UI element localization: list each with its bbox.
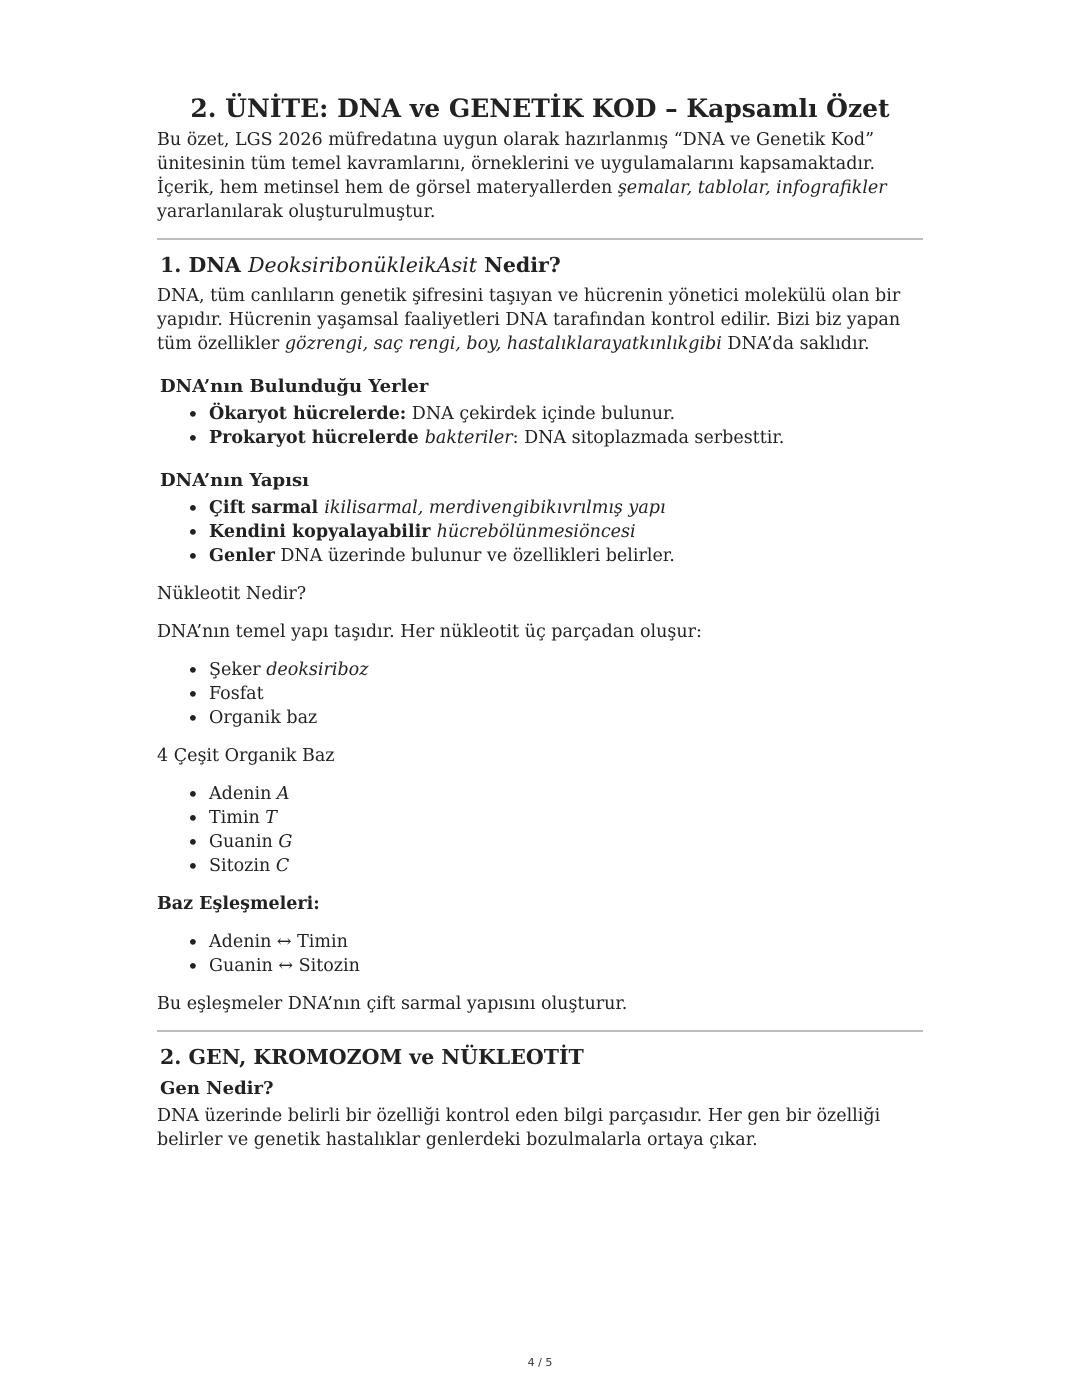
section1-para-math: gözrengi, saç rengi, boy, hastalıklarayatkınlıkgibi [284, 334, 722, 354]
section1-text: DNA, tüm canlıların genetik şifresini taşıyan ve hücrenin yönetici molekülü olan bir yapıdır. Hücrenin yaşamsal faaliyetleri DNA tarafından kontrol edilir. Bizi biz yapan tüm özellikler [157, 286, 901, 354]
section2-heading: 2. GEN, KROMOZOM ve NÜKLEOTİT [160, 1045, 584, 1069]
divider [157, 1030, 923, 1032]
bases-heading: 4 Çeşit Organik Baz [157, 746, 335, 766]
item-math: A [276, 784, 290, 804]
section1-text-end: DNA’da saklıdır. [721, 334, 870, 354]
section2-subheading: Gen Nedir? [160, 1078, 274, 1099]
nucleotide-description: DNA’nın temel yapı taşıdır. Her nükleotit üç parçadan oluşur: [157, 622, 702, 642]
list-item: • Guanin ↔ Sitozin [209, 954, 923, 978]
item-bold: Genler [209, 546, 275, 566]
item-math: deoksiriboz [266, 660, 369, 680]
locations-list [157, 402, 923, 450]
item-text: DNA çekirdek içinde bulunur. [406, 404, 676, 424]
page-number: 4 / 5 [527, 1356, 553, 1369]
pairs-heading [157, 892, 923, 916]
item-text: Şeker [209, 660, 267, 680]
list-item [209, 682, 923, 706]
section2-paragraph: DNA üzerinde belirli bir özelliği kontrol eden bilgi parçasıdır. Her gen bir özelliği belirler ve genetik hastalıklar genlerdeki bozulmalarla ortaya çıkar. [157, 1106, 881, 1150]
item-math: bakteriler [424, 428, 513, 448]
item-text: : DNA sitoplazmada serbesttir. [512, 428, 785, 448]
item-text: DNA üzerinde bulunur ve özellikleri belirler. [274, 546, 675, 566]
section1-num: 1. DNA [160, 253, 249, 277]
item-text: Organik baz [209, 708, 318, 728]
bases-list [157, 782, 923, 878]
list-item [209, 544, 923, 568]
item-bold: Çift sarmal [209, 498, 325, 518]
list-item [209, 426, 923, 450]
list-item [209, 854, 923, 878]
list-item [209, 706, 923, 730]
locations-heading: DNA’nın Bulunduğu Yerler [160, 376, 429, 397]
intro-text-end: yararlanılarak oluşturulmuştur. [157, 202, 436, 222]
list-item [209, 806, 923, 830]
list-item [209, 658, 923, 682]
item-math: hücrebölünmesiöncesi [436, 522, 636, 542]
list-item [209, 520, 923, 544]
structure-heading: DNA’nın Yapısı [160, 470, 309, 491]
item-text: Timin [209, 808, 266, 828]
item-bold: Kendini kopyalayabilir [209, 522, 437, 542]
item-bold: Prokaryot hücrelerde [209, 428, 425, 448]
list-item [209, 830, 923, 854]
item-math: T [265, 808, 277, 828]
pairs-heading-text: Baz Eşleşmeleri: [157, 894, 320, 914]
structure-list [157, 496, 923, 568]
item-text: Guanin [209, 832, 279, 852]
pairs-note: Bu eşleşmeler DNA’nın çift sarmal yapısını oluşturur. [157, 994, 628, 1014]
item-math: ikilisarmal, merdivengibikıvrılmış yapı [324, 498, 666, 518]
pairs-list [157, 930, 923, 978]
section1-math: DeoksiribonükleikAsit [248, 253, 477, 277]
intro-text: Bu özet, LGS 2026 müfredatına uygun olarak hazırlanmış “DNA ve Genetik Kod” ünitesinin tüm temel kavramlarını, örneklerini ve uygulamalarını kapsamaktadır. İçerik, hem metinsel hem de görsel materyallerden [157, 130, 876, 198]
list-item [209, 782, 923, 806]
nucleotide-parts-list [157, 658, 923, 730]
section1-tail: Nedir? [476, 253, 561, 277]
nucleotide-question: Nükleotit Nedir? [157, 584, 307, 604]
section1-paragraph [157, 284, 923, 356]
intro-paragraph [157, 128, 923, 224]
item-math: C [275, 856, 290, 876]
page-title: 2. ÜNİTE: DNA ve GENETİK KOD – Kapsamlı Özet [190, 94, 890, 123]
item-math: G [278, 832, 293, 852]
divider [157, 238, 923, 240]
item-bold: Ökaryot hücrelerde: [209, 404, 407, 424]
document-page [157, 92, 923, 1152]
list-item [209, 402, 923, 426]
item-text: Adenin [209, 784, 277, 804]
item-text: Sitozin [209, 856, 276, 876]
item-text: Fosfat [209, 684, 264, 704]
list-item [209, 496, 923, 520]
section1-heading [160, 250, 923, 280]
intro-math: şemalar, tablolar, infografikler [617, 178, 887, 198]
list-item: • Adenin ↔ Timin [209, 930, 923, 954]
